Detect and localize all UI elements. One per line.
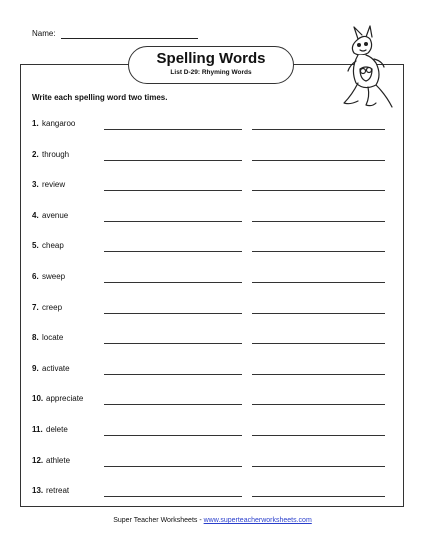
list-item xyxy=(32,456,392,487)
item-number: 6. xyxy=(32,271,39,281)
spelling-list xyxy=(32,119,392,517)
write-line-2[interactable] xyxy=(252,221,385,222)
title-banner xyxy=(128,46,294,84)
instructions: Write each spelling word two times. xyxy=(32,93,168,102)
item-number: 12. xyxy=(32,455,44,465)
footer xyxy=(0,517,425,524)
write-line-1[interactable] xyxy=(104,129,242,130)
write-line-2[interactable] xyxy=(252,313,385,314)
write-line-2[interactable] xyxy=(252,160,385,161)
write-line-1[interactable] xyxy=(104,374,242,375)
item-number: 7. xyxy=(32,302,39,312)
write-line-1[interactable] xyxy=(104,190,242,191)
list-item xyxy=(32,180,392,211)
write-line-1[interactable] xyxy=(104,496,242,497)
name-field[interactable] xyxy=(61,38,198,39)
list-item xyxy=(32,364,392,395)
footer-text: Super Teacher Worksheets - xyxy=(113,517,204,524)
list-item xyxy=(32,211,392,242)
write-line-2[interactable] xyxy=(252,466,385,467)
write-line-1[interactable] xyxy=(104,251,242,252)
write-line-2[interactable] xyxy=(252,374,385,375)
write-line-1[interactable] xyxy=(104,221,242,222)
list-item xyxy=(32,303,392,334)
item-number: 10. xyxy=(32,394,44,404)
write-line-2[interactable] xyxy=(252,282,385,283)
item-number: 1. xyxy=(32,119,39,128)
footer-link[interactable]: www.superteacherworksheets.com xyxy=(203,517,312,524)
write-line-2[interactable] xyxy=(252,404,385,405)
list-item xyxy=(32,486,392,517)
item-number: 2. xyxy=(32,149,39,159)
spelling-word: avenue xyxy=(42,210,69,220)
item-number: 13. xyxy=(32,486,44,496)
spelling-word: cheap xyxy=(42,241,64,251)
list-item xyxy=(32,150,392,181)
item-number: 3. xyxy=(32,180,39,190)
page-title: Spelling Words xyxy=(156,50,266,67)
list-item xyxy=(32,241,392,272)
spelling-word: athlete xyxy=(46,455,71,465)
write-line-2[interactable] xyxy=(252,190,385,191)
item-number: 5. xyxy=(32,241,39,251)
list-item xyxy=(32,272,392,303)
list-item xyxy=(32,394,392,425)
spelling-word: kangaroo xyxy=(42,119,76,128)
name-label: Name: xyxy=(32,29,56,38)
write-line-2[interactable] xyxy=(252,435,385,436)
write-line-1[interactable] xyxy=(104,435,242,436)
write-line-2[interactable] xyxy=(252,343,385,344)
write-line-1[interactable] xyxy=(104,282,242,283)
list-subtitle: List D-29: Rhyming Words xyxy=(170,69,252,76)
spelling-word: through xyxy=(42,149,70,159)
item-number: 8. xyxy=(32,333,39,343)
spelling-word: review xyxy=(42,180,66,190)
item-number: 4. xyxy=(32,210,39,220)
write-line-1[interactable] xyxy=(104,404,242,405)
write-line-2[interactable] xyxy=(252,251,385,252)
spelling-word: sweep xyxy=(42,271,66,281)
write-line-1[interactable] xyxy=(104,160,242,161)
spelling-word: retreat xyxy=(46,486,70,496)
write-line-1[interactable] xyxy=(104,343,242,344)
list-item xyxy=(32,425,392,456)
spelling-word: locate xyxy=(42,333,64,343)
write-line-1[interactable] xyxy=(104,466,242,467)
spelling-word: activate xyxy=(42,363,70,373)
spelling-word: delete xyxy=(46,424,68,434)
spelling-word: appreciate xyxy=(46,394,84,404)
item-number: 9. xyxy=(32,363,39,373)
list-item xyxy=(32,333,392,364)
write-line-2[interactable] xyxy=(252,496,385,497)
list-item xyxy=(32,119,392,150)
write-line-1[interactable] xyxy=(104,313,242,314)
spelling-word: creep xyxy=(42,302,63,312)
kangaroo-icon xyxy=(336,25,396,109)
item-number: 11. xyxy=(32,424,43,434)
write-line-2[interactable] xyxy=(252,129,385,130)
